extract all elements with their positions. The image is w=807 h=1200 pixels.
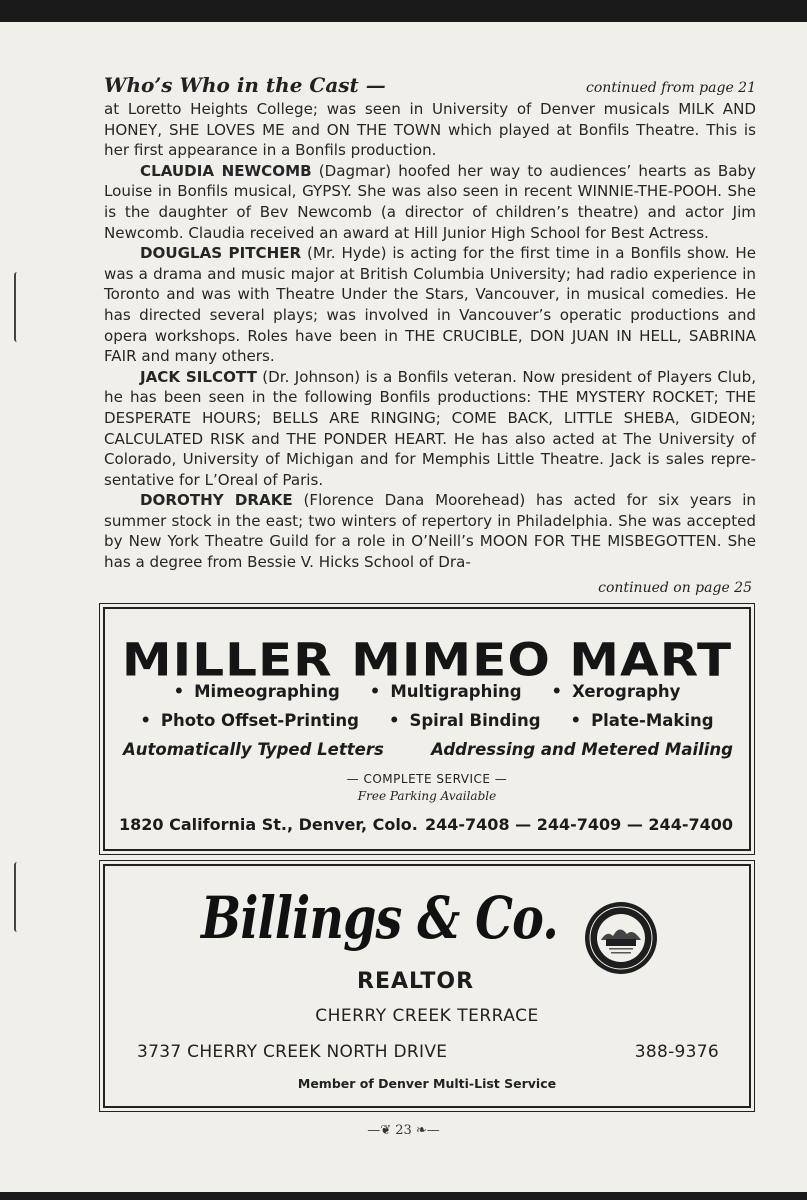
- phone-number: 388-9376: [634, 1042, 719, 1062]
- binding-mark: [14, 272, 23, 342]
- billings-realtor-ad: [103, 864, 751, 1108]
- service-item: • Spiral Binding: [388, 711, 541, 730]
- address: 1820 California St., Denver, Colo.: [119, 815, 418, 834]
- membership-note: Member of Denver Multi-List Service: [297, 1076, 557, 1091]
- continued-from-note: continued from page 21: [586, 80, 756, 96]
- parking-note: Free Parking Available: [357, 789, 497, 803]
- contact-row: [137, 1042, 719, 1062]
- address: 3737 CHERRY CREEK NORTH DRIVE: [137, 1042, 448, 1062]
- cast-name: CLAUDIA NEWCOMB: [140, 161, 312, 180]
- bio-paragraph: JACK SILCOTT (Dr. Johnson) is a Bonfils veteran. Now president of Players Club, he has been seen in the following Bonfils productions: THE MYSTERY ROCKET; THE DESPERATE HOURS; BELLS ARE RINGING; COME BACK, LITTLE SHEBA, GIDEON; CALCULATED RISK and THE PONDER HEART. He has also acted at The University of Colorado, University of Michigan and for Memphis Little Theatre. Jack is sales representative for L’Oreal of Paris.: [104, 367, 757, 489]
- complete-service: — COMPLETE SERVICE —: [346, 772, 508, 786]
- bio-paragraph: DOUGLAS PITCHER (Mr. Hyde) is acting for the first time in a Bonfils show. He was a drama and music major at British Columbia University; had radio experience in Toronto and was with Theatre Under the Stars, Vancouver, in musical comedies. He has directed several plays; was involved in Vancouver’s operatic productions and opera workshops. Roles have been in THE CRUCIBLE, DON JUAN IN HELL, SABRINA FAIR and many others.: [104, 244, 756, 366]
- tagline-left: Automatically Typed Letters: [123, 740, 384, 759]
- miller-mimeo-ad: [103, 607, 751, 851]
- cast-name: DOROTHY DRAKE: [140, 491, 293, 510]
- cast-bios: [104, 99, 756, 573]
- services-row: [105, 711, 749, 730]
- service-item: • Photo Offset-Printing: [140, 711, 359, 730]
- cast-name: JACK SILCOTT: [140, 367, 257, 386]
- bio-paragraph: CLAUDIA NEWCOMB (Dagmar) hoofed her way to audiences’ hearts as Baby Louise in Bonfils musical, GYPSY. She was also seen in recent WINNIE-THE-POOH. She is the daughter of Bev Newcomb (a director of children’s theatre) and actor Jim Newcomb. Claudia received an award at Hill Junior High School for Best Actress.: [104, 161, 756, 242]
- billings-logo: Billings & Co.: [201, 884, 558, 952]
- service-item: • Mimeographing: [173, 682, 340, 701]
- tagline-row: [123, 740, 733, 759]
- ornament-left-icon: —❦: [367, 1123, 396, 1138]
- service-item: • Plate-Making: [570, 711, 714, 730]
- section-title: Who’s Who in the Cast —: [104, 73, 386, 97]
- tagline-right: Addressing and Metered Mailing: [431, 740, 733, 759]
- bio-paragraph: DOROTHY DRAKE (Florence Dana Moorehead) has acted for six years in summer stock in the east; two winters of repertory in Philadelphia. She was accepted by New York Theatre Guild for a role in O’Neill’s MOON FOR THE MISBEGOTTEN. She has a degree from Bessie V. Hicks School of Dra-: [104, 491, 756, 572]
- location-name: CHERRY CREEK TERRACE: [315, 1006, 539, 1026]
- continued-on-note: continued on page 25: [598, 580, 752, 596]
- ad-headline: MILLER MIMEO MART: [121, 633, 733, 687]
- ornament-right-icon: ❧—: [411, 1123, 440, 1138]
- realtor-seal-icon: [583, 900, 659, 976]
- contact-row: [119, 815, 733, 834]
- realtor-label: REALTOR: [357, 969, 475, 994]
- page-number: —❦ 23 ❧—: [367, 1123, 440, 1138]
- binding-mark: [14, 862, 23, 932]
- service-item: • Xerography: [551, 682, 681, 701]
- service-item: • Multigraphing: [369, 682, 522, 701]
- phone-numbers: 244-7408 — 244-7409 — 244-7400: [425, 815, 733, 834]
- bio-paragraph: at Loretto Heights College; was seen in University of Denver musicals MILK AND HONEY, SHE LOVES ME and ON THE TOWN which played at Bonfils Theatre. This is her first appearance in a Bonfils production.: [104, 100, 756, 160]
- cast-name: DOUGLAS PITCHER: [140, 244, 302, 263]
- section-header: [104, 73, 756, 101]
- services-row: [105, 682, 749, 701]
